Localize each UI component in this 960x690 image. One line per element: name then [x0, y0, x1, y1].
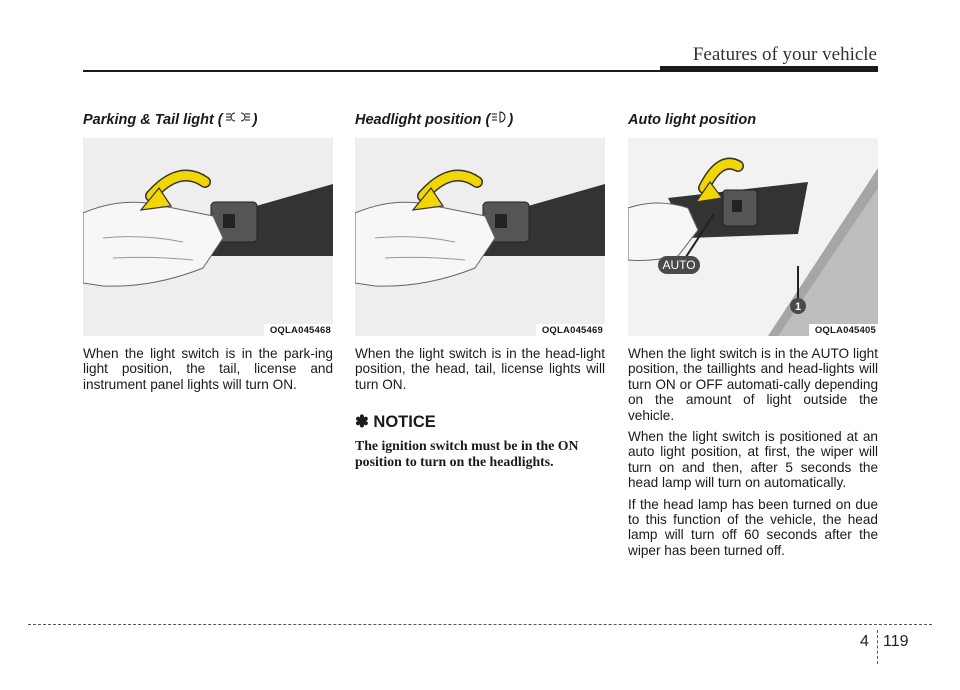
paragraph: If the head lamp has been turned on due to this function of the vehicle, the head lamp will turn off 60 seconds after the wiper has been turned off. — [628, 496, 878, 558]
footer-rule — [28, 624, 932, 625]
section-heading — [83, 110, 333, 138]
notice-title: ✽ NOTICE — [355, 413, 436, 432]
header-rule-accent — [660, 66, 878, 72]
stalk-illustration-auto — [628, 138, 878, 336]
paragraph: When the light switch is in the head-light position, the head, tail, license lights will turn ON. — [355, 346, 605, 392]
figure-code: OQLA045405 — [809, 324, 878, 336]
stalk-illustration-parking — [83, 138, 333, 336]
section-heading — [355, 110, 605, 138]
page-number: 119 — [883, 633, 909, 650]
headlight-icon — [491, 110, 507, 130]
section-headlight-position — [355, 110, 605, 470]
chapter-number: 4 — [860, 633, 869, 650]
heading-text: Parking & Tail light ( — [83, 112, 223, 128]
figure-code: OQLA045469 — [536, 324, 605, 336]
section-heading: Auto light position — [628, 112, 757, 128]
heading-text-end: ) — [508, 112, 514, 128]
section-parking-tail-light — [83, 110, 333, 392]
notice-text: The ignition switch must be in the ON position to turn on the headlights. — [355, 438, 579, 470]
paragraph: When the light switch is in the park-ing light position, the tail, license and instrument panel lights will turn ON. — [83, 346, 333, 392]
figure-code: OQLA045468 — [264, 324, 333, 336]
callout-number: 1 — [794, 301, 802, 313]
page-header-title: Features of your vehicle — [692, 44, 877, 65]
auto-label: AUTO — [662, 258, 696, 272]
paragraph: When the light switch is positioned at an auto light position, at first, the wiper will turn on and then, after 5 seconds the head lamp will turn on automatically. — [628, 429, 878, 491]
heading-text: Headlight position ( — [355, 112, 491, 128]
footer-separator — [877, 630, 878, 664]
heading-text-end: ) — [252, 112, 258, 128]
section-auto-light-position — [628, 110, 878, 558]
paragraph: When the light switch is in the AUTO light position, the taillights and head-lights will turn ON or OFF automati-cally depending on the amount of light outside the vehicle. — [628, 346, 878, 423]
stalk-illustration-headlight — [355, 138, 605, 336]
parking-tail-light-icon — [224, 110, 252, 130]
